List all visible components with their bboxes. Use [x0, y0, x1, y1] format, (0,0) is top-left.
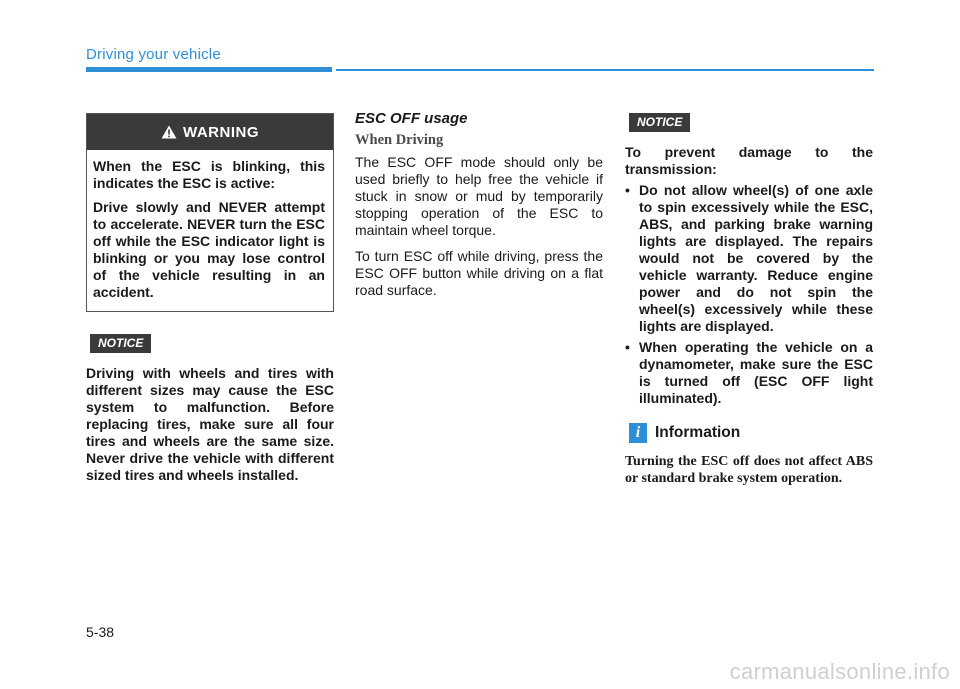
header-rule-thin: [336, 69, 874, 71]
warning-label: WARNING: [183, 123, 259, 141]
notice-text: Driving with wheels and tires with different sizes may cause the ESC system to malfunction. Before replacing tires, make sure all four tires and wheels are the same size. Never drive the vehicle with different sized tires and wheels installed.: [86, 365, 334, 483]
notice-bullet-list: [625, 182, 873, 407]
notice-badge: NOTICE: [90, 334, 151, 353]
notice-badge: NOTICE: [629, 113, 690, 132]
column-left: [86, 110, 334, 484]
watermark: carmanualsonline.info: [729, 659, 950, 684]
warning-body: [87, 150, 333, 311]
warning-header: [87, 114, 333, 150]
body-paragraph: The ESC OFF mode should only be used briefly to help free the vehicle if stuck in snow or mud by temporarily stopping operation of the ESC to maintain wheel torque.: [355, 154, 603, 238]
information-text: Turning the ESC off does not affect ABS or standard brake system operation.: [625, 454, 873, 486]
warning-box: [86, 113, 334, 312]
information-header: [625, 423, 873, 443]
header-rule-thick: [86, 67, 332, 72]
information-icon: i: [629, 423, 647, 443]
warning-paragraph: Drive slowly and NEVER attempt to accelerate. NEVER turn the ESC off while the ESC indicator light is blinking or you may lose control of the vehicle resulting in an accident.: [93, 199, 325, 300]
list-item: • Do not allow wheel(s) of one axle to spin excessively while the ESC, ABS, and parking brake warning lights are displayed. The repairs would not be covered by the vehicle warranty. Reduce engine power and do not spin the wheel(s) excessively while these lights are displayed.: [625, 182, 873, 334]
bullet-icon: •: [625, 182, 630, 198]
column-right: [625, 110, 873, 487]
bullet-icon: •: [625, 339, 630, 355]
column-middle: [355, 110, 603, 308]
warning-triangle-icon: [161, 125, 177, 139]
section-title: ESC OFF usage: [355, 110, 468, 127]
list-item: • When operating the vehicle on a dynamometer, make sure the ESC is turned off (ESC OFF light illuminated).: [625, 339, 873, 406]
subheading: When Driving: [355, 132, 444, 148]
information-title: Information: [655, 424, 741, 441]
section-header-title: Driving your vehicle: [86, 46, 221, 63]
notice-intro: To prevent damage to the transmission:: [625, 144, 873, 177]
warning-paragraph: When the ESC is blinking, this indicates the ESC is active:: [93, 158, 325, 191]
body-paragraph: To turn ESC off while driving, press the ESC OFF button while driving on a flat road surface.: [355, 248, 603, 298]
page-number: 5-38: [86, 624, 115, 640]
